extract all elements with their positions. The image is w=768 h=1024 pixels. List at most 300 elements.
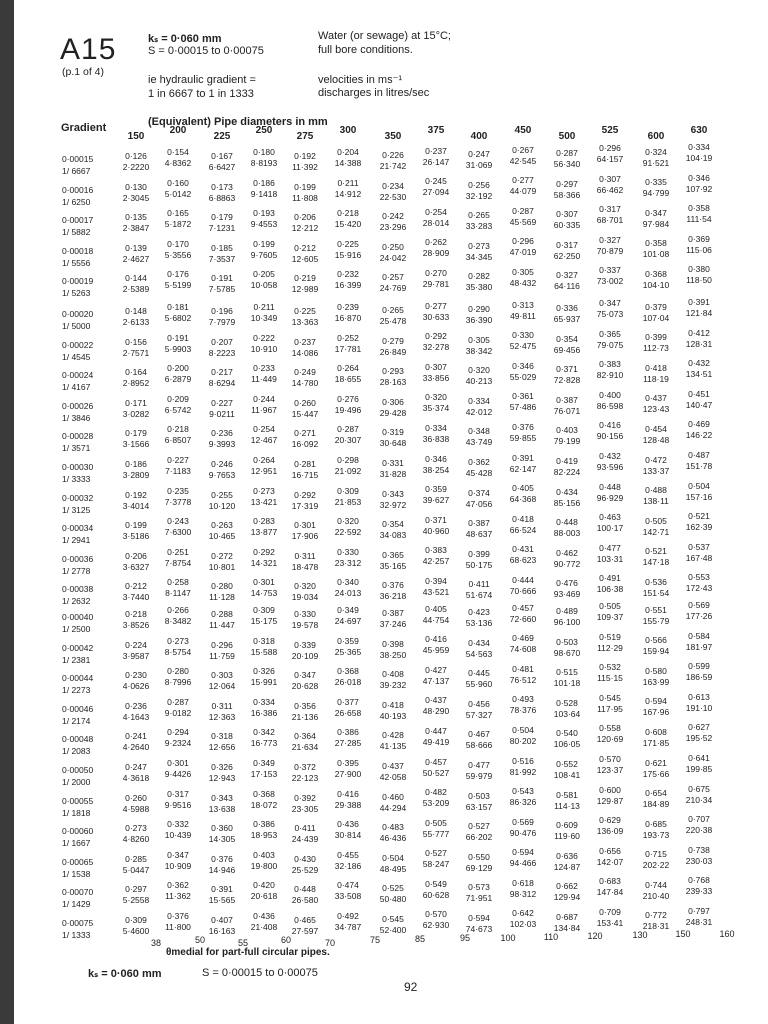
velocity-cell: 0·167 [211, 151, 233, 161]
velocity-cell: 0·270 [425, 267, 447, 278]
gradient-ratio: 1/ 5556 [62, 257, 91, 268]
velocity-cell: 0·521 [645, 546, 667, 557]
discharge-cell: 14·912 [334, 188, 362, 199]
discharge-cell: 230·03 [685, 855, 713, 866]
velocity-cell: 0·276 [337, 393, 359, 404]
discharge-cell: 10·910 [250, 343, 278, 354]
velocity-cell: 0·239 [337, 302, 359, 312]
velocity-cell: 0·346 [512, 360, 534, 371]
gradient-ratio: 1/ 2000 [62, 777, 91, 787]
velocity-cell: 0·205 [253, 269, 275, 279]
table-row [0, 753, 768, 788]
discharge-cell: 134·84 [553, 922, 581, 933]
discharge-cell: 119·60 [554, 831, 580, 841]
discharge-cell: 239·33 [685, 886, 713, 897]
velocity-cell: 0·600 [599, 784, 621, 795]
gradient-ratio: 1/ 2083 [62, 746, 91, 756]
diameter-heading: 600 [647, 131, 665, 142]
discharge-cell: 50·175 [465, 559, 493, 570]
discharge-cell: 22·592 [334, 527, 362, 537]
table-row [0, 541, 768, 577]
discharge-cell: 76·512 [509, 674, 537, 685]
discharge-cell: 14·388 [334, 158, 362, 168]
discharge-cell: 133·37 [642, 465, 670, 476]
velocity-cell: 0·503 [468, 790, 490, 801]
velocity-cell: 0·656 [599, 845, 621, 856]
discharge-cell: 21·408 [250, 921, 278, 932]
velocity-cell: 0·365 [599, 328, 621, 339]
discharge-cell: 2·6133 [122, 317, 150, 327]
discharge-cell: 191·10 [685, 702, 713, 713]
velocity-cell: 0·465 [294, 914, 316, 925]
velocity-cell: 0·505 [425, 817, 447, 828]
discharge-cell: 34·787 [334, 921, 362, 932]
velocity-cell: 0·493 [512, 694, 534, 705]
diameter-heading: 275 [296, 131, 314, 142]
discharge-cell: 68·623 [509, 555, 537, 566]
discharge-cell: 5·5199 [164, 280, 192, 290]
discharge-cell: 98·312 [509, 888, 537, 899]
discharge-cell: 90·476 [509, 827, 537, 838]
discharge-cell: 28·163 [379, 377, 407, 388]
velocity-cell: 0·553 [688, 572, 710, 583]
discharge-cell: 71·951 [465, 893, 493, 904]
velocity-cell: 0·186 [125, 459, 147, 469]
gradient-value: 0·00022 [62, 339, 94, 350]
velocity-cell: 0·279 [382, 335, 404, 346]
discharge-cell: 123·37 [596, 765, 624, 776]
discharge-cell: 2·8952 [122, 378, 150, 388]
velocity-cell: 0·359 [425, 484, 447, 495]
velocity-cell: 0·237 [425, 145, 447, 156]
velocity-cell: 0·407 [211, 914, 233, 925]
discharge-cell: 33·283 [465, 221, 493, 232]
velocity-cell: 0·263 [211, 520, 233, 530]
gradient-value: 0·00048 [62, 734, 94, 744]
velocity-cell: 0·273 [125, 823, 147, 833]
discharge-cell: 44·079 [509, 186, 537, 197]
discharge-cell: 9·0211 [209, 408, 235, 419]
discharge-cell: 195·52 [685, 733, 713, 744]
discharge-cell: 16·773 [250, 738, 278, 748]
velocity-cell: 0·400 [599, 389, 621, 400]
discharge-cell: 36·218 [379, 591, 407, 602]
discharge-cell: 78·376 [509, 705, 537, 716]
velocity-cell: 0·343 [382, 488, 404, 499]
discharge-cell: 50·480 [379, 894, 407, 905]
velocity-cell: 0·346 [688, 172, 710, 183]
discharge-cell: 45·959 [422, 645, 450, 656]
velocity-cell: 0·209 [167, 393, 189, 404]
gradient-value: 0·00028 [62, 431, 94, 441]
velocity-cell: 0·326 [211, 762, 233, 772]
discharge-cell: 17·906 [291, 531, 319, 541]
discharge-cell: 4·8260 [122, 834, 150, 844]
velocity-cell: 0·349 [253, 758, 275, 768]
velocity-cell: 0·436 [253, 910, 275, 921]
discharge-cell: 48·637 [465, 529, 493, 540]
discharge-cell: 163·99 [642, 676, 670, 687]
velocity-cell: 0·139 [125, 242, 147, 253]
discharge-cell: 6·5742 [164, 404, 192, 415]
velocity-cell: 0·527 [425, 848, 447, 859]
velocity-cell: 0·476 [556, 578, 578, 588]
discharge-cell: 50·527 [422, 767, 450, 778]
discharge-cell: 5·3556 [164, 249, 192, 260]
discharge-cell: 79·199 [553, 436, 581, 446]
discharge-cell: 42·257 [422, 556, 450, 567]
velocity-cell: 0·395 [337, 758, 359, 768]
velocity-cell: 0·277 [512, 175, 534, 186]
discharge-cell: 3·7440 [122, 592, 150, 602]
velocity-cell: 0·376 [167, 910, 189, 921]
discharge-cell: 12·989 [291, 284, 319, 294]
discharge-cell: 49·419 [422, 736, 450, 747]
velocity-cell: 0·472 [645, 454, 667, 465]
discharge-cell: 23·312 [334, 557, 362, 568]
velocity-cell: 0·380 [688, 264, 710, 275]
discharge-cell: 20·618 [250, 891, 278, 901]
velocity-cell: 0·330 [294, 609, 316, 619]
velocity-cell: 0·273 [468, 240, 490, 251]
discharge-cell: 4·3618 [122, 773, 150, 783]
discharge-cell: 28·909 [422, 248, 450, 259]
velocity-cell: 0·505 [599, 601, 621, 612]
velocity-cell: 0·320 [337, 516, 359, 526]
gradient-ratio: 1/ 1333 [62, 929, 91, 940]
hydraulic-gradient-line-2: 1 in 6667 to 1 in 1333 [148, 88, 254, 100]
discharge-cell: 9·4426 [164, 769, 192, 779]
discharge-cell: 5·9903 [164, 343, 192, 354]
discharge-cell: 24·769 [379, 283, 407, 294]
velocity-cell: 0·445 [468, 668, 490, 679]
discharge-cell: 36·390 [465, 315, 493, 326]
discharge-cell: 90·772 [553, 558, 581, 569]
discharge-cell: 199·85 [685, 764, 713, 775]
velocity-cell: 0·165 [167, 208, 189, 218]
discharge-cell: 35·374 [422, 403, 450, 414]
velocity-cell: 0·164 [125, 367, 147, 377]
velocity-cell: 0·482 [425, 787, 447, 798]
footer-gradient-range: S = 0·00015 to 0·00075 [202, 967, 318, 979]
velocity-cell: 0·463 [599, 512, 621, 523]
gradient-ratio: 1/ 3125 [62, 504, 91, 515]
velocity-cell: 0·255 [211, 489, 233, 500]
velocity-cell: 0·372 [294, 762, 316, 772]
discharge-cell: 9·3993 [208, 439, 236, 449]
velocity-cell: 0·427 [425, 664, 447, 675]
discharge-cell: 220·38 [685, 825, 713, 836]
gradient-ratio: 1/ 4545 [62, 351, 91, 362]
velocity-cell: 0·411 [468, 579, 490, 590]
velocity-cell: 0·234 [382, 180, 404, 191]
discharge-cell: 59·979 [465, 771, 493, 782]
gradient-value: 0·00075 [62, 917, 94, 928]
velocity-cell: 0·173 [211, 181, 233, 192]
discharge-cell: 62·147 [509, 463, 537, 474]
velocity-cell: 0·237 [294, 336, 316, 347]
velocity-cell: 0·317 [599, 204, 621, 215]
discharge-cell: 6·6427 [208, 162, 236, 172]
velocity-cell: 0·519 [599, 631, 621, 642]
velocity-cell: 0·545 [382, 913, 404, 924]
gradient-value: 0·00024 [62, 370, 94, 380]
velocity-cell: 0·481 [512, 663, 534, 674]
discharge-cell: 30·633 [422, 311, 450, 322]
velocity-cell: 0·540 [556, 728, 578, 738]
discharge-cell: 129·87 [596, 795, 624, 806]
velocity-cell: 0·387 [556, 394, 578, 405]
discharge-cell: 52·400 [379, 924, 407, 935]
velocity-cell: 0·297 [125, 884, 147, 894]
velocity-cell: 0·418 [382, 699, 404, 710]
velocity-cell: 0·428 [382, 730, 404, 741]
velocity-cell: 0·391 [512, 452, 534, 463]
discharge-cell: 53·136 [465, 618, 493, 629]
velocity-cell: 0·685 [645, 818, 667, 829]
velocity-cell: 0·148 [125, 306, 147, 316]
velocity-cell: 0·191 [211, 273, 233, 283]
velocity-cell: 0·307 [556, 209, 578, 219]
velocity-cell: 0·599 [688, 661, 710, 672]
discharge-cell: 104·19 [685, 153, 713, 164]
discharge-cell: 41·135 [379, 741, 407, 752]
discharge-cell: 162·39 [685, 522, 713, 533]
velocity-cell: 0·654 [645, 788, 667, 799]
velocity-cell: 0·130 [125, 181, 147, 192]
table-row [0, 203, 768, 238]
table-row [0, 419, 768, 454]
table-row [0, 630, 768, 666]
discharge-cell: 151·78 [685, 461, 713, 472]
velocity-cell: 0·354 [556, 333, 578, 344]
velocity-cell: 0·327 [599, 234, 621, 245]
velocity-cell: 0·298 [337, 455, 359, 465]
velocity-cell: 0·320 [468, 365, 490, 376]
velocity-cell: 0·218 [125, 609, 147, 619]
discharge-cell: 115·06 [686, 244, 712, 255]
discharge-cell: 181·97 [685, 641, 713, 652]
discharge-cell: 26·147 [422, 156, 450, 167]
velocity-cell: 0·224 [125, 639, 147, 650]
velocity-cell: 0·416 [425, 634, 447, 645]
diameter-heading: 450 [514, 125, 532, 136]
velocity-cell: 0·386 [337, 727, 359, 737]
discharge-cell: 19·800 [250, 860, 278, 871]
discharge-cell: 120·69 [596, 734, 624, 745]
discharge-cell: 38·254 [422, 464, 450, 475]
discharge-cell: 118·19 [643, 373, 669, 384]
velocity-cell: 0·192 [294, 151, 316, 161]
discharge-cell: 47·056 [465, 498, 493, 509]
discharge-cell: 18·072 [250, 799, 278, 810]
velocity-cell: 0·457 [512, 602, 534, 613]
discharge-cell: 121·84 [685, 308, 713, 319]
velocity-cell: 0·320 [425, 392, 447, 403]
discharge-cell: 13·877 [250, 527, 278, 537]
velocity-cell: 0·642 [512, 908, 534, 919]
gradient-value: 0·00018 [62, 245, 94, 256]
velocity-cell: 0·399 [468, 548, 490, 559]
velocity-cell: 0·285 [125, 853, 147, 864]
velocity-cell: 0·290 [468, 304, 490, 315]
discharge-cell: 48·290 [422, 706, 450, 717]
velocity-cell: 0·273 [253, 485, 275, 496]
velocity-cell: 0·772 [645, 910, 667, 921]
discharge-cell: 9·7605 [250, 249, 278, 260]
discharge-cell: 46·436 [379, 833, 407, 844]
velocity-cell: 0·368 [337, 666, 359, 676]
velocity-cell: 0·462 [556, 547, 578, 558]
discharge-cell: 21·092 [334, 466, 362, 476]
velocity-cell: 0·242 [382, 211, 404, 222]
discharge-cell: 175·66 [642, 768, 670, 779]
velocity-cell: 0·627 [688, 722, 710, 733]
discharge-cell: 134·51 [685, 369, 713, 380]
discharge-cell: 66·202 [465, 832, 493, 843]
velocity-cell: 0·330 [512, 330, 534, 341]
velocity-cell: 0·264 [253, 455, 275, 465]
discharge-cell: 19·034 [291, 592, 319, 602]
velocity-cell: 0·715 [645, 849, 667, 860]
velocity-cell: 0·296 [512, 236, 534, 247]
discharge-cell: 5·6802 [164, 313, 192, 323]
velocity-cell: 0·383 [599, 359, 621, 370]
velocity-cell: 0·204 [337, 147, 359, 157]
velocity-cell: 0·738 [688, 844, 710, 855]
units-line-1: velocities in ms⁻¹ [318, 74, 403, 86]
discharge-cell: 8·2223 [208, 347, 236, 358]
discharge-cell: 4·2640 [122, 742, 150, 752]
velocity-cell: 0·243 [167, 516, 189, 526]
discharge-cell: 7·3778 [164, 496, 192, 507]
discharge-cell: 75·073 [596, 309, 624, 320]
velocity-cell: 0·423 [468, 607, 490, 618]
discharge-cell: 2·2220 [122, 162, 150, 172]
discharge-cell: 81·992 [509, 766, 537, 777]
discharge-cell: 96·100 [553, 617, 581, 627]
velocity-cell: 0·618 [512, 877, 534, 888]
discharge-cell: 27·597 [291, 925, 319, 936]
velocity-cell: 0·636 [556, 850, 578, 861]
velocity-cell: 0·331 [382, 458, 404, 469]
discharge-cell: 12·064 [208, 681, 236, 691]
table-row [0, 691, 768, 727]
discharge-cell: 5·1872 [164, 219, 192, 229]
velocity-cell: 0·419 [556, 456, 578, 466]
discharge-cell: 3·0282 [122, 408, 150, 419]
discharge-cell: 6·2879 [164, 374, 192, 384]
gradient-value: 0·00015 [62, 154, 94, 164]
discharge-cell: 27·094 [422, 187, 450, 198]
velocity-cell: 0·432 [688, 358, 710, 369]
velocity-cell: 0·249 [294, 367, 316, 377]
velocity-cell: 0·287 [512, 205, 534, 216]
velocity-cell: 0·250 [382, 241, 404, 252]
velocity-cell: 0·744 [645, 879, 667, 890]
velocity-cell: 0·287 [337, 424, 359, 434]
discharge-cell: 74·608 [509, 644, 537, 655]
theta-value: 70 [324, 938, 335, 948]
velocity-cell: 0·144 [125, 273, 147, 283]
velocity-cell: 0·434 [468, 637, 490, 648]
discharge-cell: 94·799 [642, 188, 670, 199]
gradient-value: 0·00017 [62, 215, 94, 225]
velocity-cell: 0·176 [167, 269, 189, 279]
velocity-cell: 0·334 [688, 142, 710, 153]
velocity-cell: 0·317 [556, 239, 578, 250]
velocity-cell: 0·342 [253, 727, 275, 737]
gradient-value: 0·00055 [62, 795, 94, 806]
velocity-cell: 0·326 [253, 666, 275, 676]
discharge-cell: 248·31 [685, 916, 713, 927]
velocity-cell: 0·362 [167, 880, 189, 890]
discharge-cell: 15·991 [250, 677, 278, 687]
velocity-cell: 0·707 [688, 814, 710, 825]
velocity-cell: 0·281 [294, 459, 316, 469]
velocity-cell: 0·387 [468, 518, 490, 529]
velocity-cell: 0·570 [599, 754, 621, 765]
discharge-cell: 64·157 [596, 154, 624, 165]
velocity-cell: 0·454 [645, 423, 667, 434]
velocity-cell: 0·347 [294, 670, 316, 680]
velocity-cell: 0·225 [337, 238, 359, 249]
discharge-cell: 167·96 [642, 707, 670, 718]
discharge-cell: 107·04 [642, 312, 670, 323]
discharge-cell: 80·202 [509, 735, 537, 746]
table-row [0, 172, 768, 208]
theta-medial-caption: θmedial for part-full circular pipes. [166, 947, 330, 958]
velocity-cell: 0·305 [512, 266, 534, 277]
discharge-cell: 2·7571 [122, 347, 150, 358]
discharge-cell: 55·960 [465, 679, 493, 690]
table-row [0, 844, 768, 880]
velocity-cell: 0·254 [253, 424, 275, 434]
conditions-line-1: Water (or sewage) at 15°C; [318, 30, 451, 42]
discharge-cell: 167·48 [685, 552, 713, 563]
velocity-cell: 0·360 [211, 823, 233, 833]
discharge-cell: 24·013 [334, 588, 362, 598]
velocity-cell: 0·483 [382, 822, 404, 833]
discharge-cell: 82·910 [596, 370, 624, 381]
velocity-cell: 0·551 [645, 604, 667, 615]
discharge-cell: 12·605 [291, 253, 319, 264]
discharge-cell: 147·18 [642, 557, 670, 568]
velocity-cell: 0·536 [645, 576, 667, 587]
velocity-cell: 0·317 [167, 788, 189, 799]
discharge-cell: 17·153 [250, 769, 278, 779]
velocity-cell: 0·477 [599, 542, 621, 553]
discharge-cell: 3·5186 [122, 531, 150, 541]
velocity-cell: 0·387 [382, 608, 404, 619]
velocity-cell: 0·225 [294, 306, 316, 316]
velocity-cell: 0·271 [294, 428, 316, 438]
discharge-cell: 218·31 [642, 921, 670, 932]
velocity-cell: 0·313 [512, 299, 534, 310]
discharge-cell: 7·1183 [165, 466, 191, 476]
discharge-cell: 60·335 [553, 220, 581, 230]
velocity-cell: 0·301 [167, 758, 189, 768]
discharge-cell: 31·828 [379, 469, 407, 480]
discharge-cell: 26·018 [334, 677, 362, 687]
table-row [0, 722, 768, 757]
discharge-cell: 35·380 [465, 282, 493, 293]
discharge-cell: 30·814 [334, 830, 362, 840]
velocity-cell: 0·160 [167, 177, 189, 188]
velocity-cell: 0·532 [599, 662, 621, 673]
roughness-value: kₛ = 0·060 mm [148, 33, 222, 45]
velocity-cell: 0·296 [211, 639, 233, 650]
